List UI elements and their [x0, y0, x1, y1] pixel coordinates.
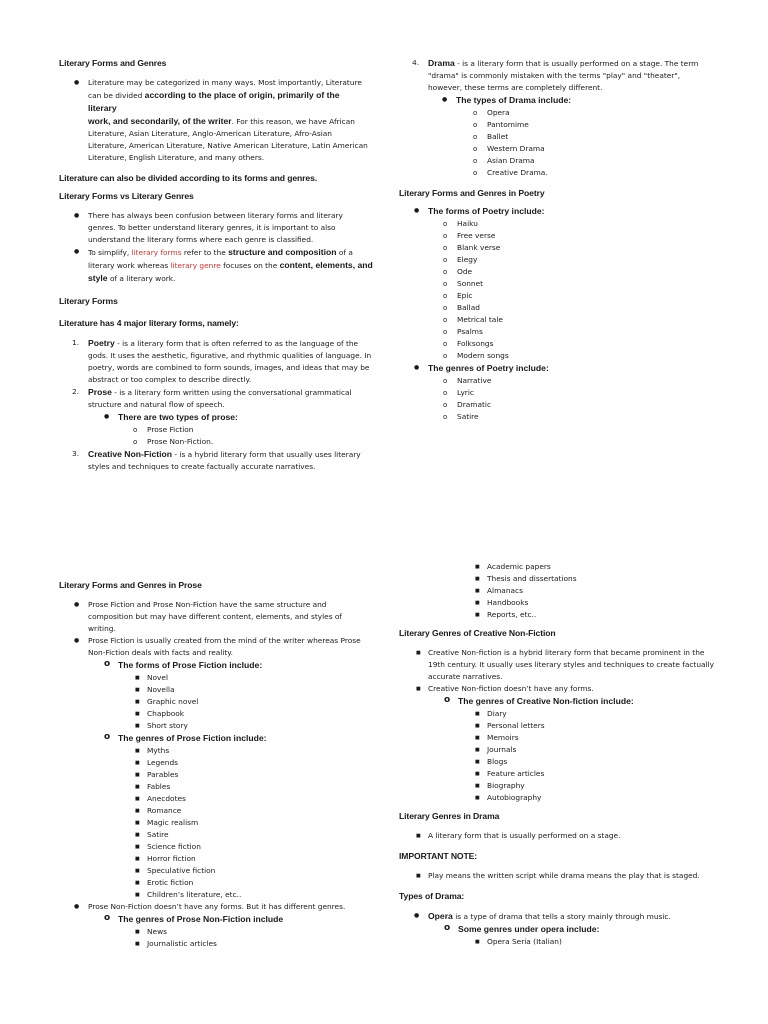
list-item — [135, 889, 379, 901]
left-bottom-column — [59, 579, 379, 950]
list-item — [475, 756, 719, 768]
paragraph: Literature, Asian Literature, Anglo-American Literature, Afro-Asian — [88, 129, 332, 138]
circle-bullet-icon: o — [443, 232, 448, 240]
square-bullet-icon: ■ — [475, 735, 480, 741]
section-title: Literary Forms — [59, 296, 118, 306]
list-item — [416, 830, 719, 842]
drama-types-list — [473, 107, 718, 179]
bullet-icon: ● — [74, 79, 80, 86]
circle-bullet-icon: o — [473, 169, 478, 177]
paragraph: writing. — [88, 624, 116, 633]
paragraph: Drama - is a literary form that is usually performed on a stage. The term — [428, 58, 699, 68]
circle-bullet-icon: o — [104, 732, 111, 742]
poetry-forms-list — [443, 218, 719, 362]
list-item-label: Erotic fiction — [147, 878, 194, 887]
list-item — [135, 769, 379, 781]
square-bullet-icon: ■ — [475, 711, 480, 717]
list-item-label: Short story — [147, 721, 188, 730]
list-item-label: Metrical tale — [457, 315, 503, 324]
list-item — [475, 609, 719, 621]
square-bullet-icon: ■ — [475, 600, 480, 606]
list-item — [475, 732, 719, 744]
list-item-label: Modern songs — [457, 351, 509, 360]
list-item — [74, 210, 368, 246]
list-item — [135, 841, 379, 853]
list-item-label: Asian Drama — [487, 156, 535, 165]
list-item — [443, 375, 719, 387]
list-item-label: Narrative — [457, 376, 492, 385]
list-item — [443, 290, 719, 302]
list-heading: The genres of Creative Non-fiction include: — [458, 696, 634, 706]
paragraph: Non-Fiction deals with facts and reality. — [88, 648, 233, 657]
circle-bullet-icon: o — [104, 913, 111, 923]
square-bullet-icon: ■ — [416, 686, 421, 692]
list-heading: The forms of Poetry include: — [428, 206, 545, 216]
list-item-label: Novel — [147, 673, 169, 682]
paragraph: can be divided according to the place of origin, primarily of the literary — [88, 90, 340, 113]
square-bullet-icon: ■ — [416, 650, 421, 656]
list-item: o Prose Non-Fiction. — [133, 437, 214, 446]
circle-bullet-icon: o — [443, 389, 448, 397]
prose-fiction-forms-list — [135, 672, 379, 732]
square-bullet-icon: ■ — [475, 771, 480, 777]
prose-nonfiction-genres-list — [135, 926, 379, 950]
list-item — [443, 399, 719, 411]
list-item-label: Academic papers — [487, 562, 551, 571]
bullet-icon: ● — [104, 413, 110, 420]
list-item — [443, 242, 719, 254]
list-item-label: Feature articles — [487, 769, 545, 778]
square-bullet-icon: ■ — [135, 760, 140, 766]
list-item — [444, 923, 719, 936]
list-item — [475, 573, 719, 585]
circle-bullet-icon: o — [443, 280, 448, 288]
square-bullet-icon: ■ — [135, 699, 140, 705]
list-item — [473, 143, 718, 155]
list-item-label: Journals — [487, 745, 517, 754]
bullet-icon: ● — [74, 637, 80, 644]
bullet-icon: ● — [74, 601, 80, 608]
section-title: Literary Genres of Creative Non-Fiction — [399, 628, 556, 638]
list-item-label: Children’s literature, etc.. — [147, 890, 242, 899]
list-item — [416, 683, 719, 695]
list-item-label: Epic — [457, 291, 473, 300]
circle-bullet-icon: o — [443, 292, 448, 300]
paragraph: To simplify, literary forms refer to the structure and composition of a — [88, 247, 353, 257]
right-bottom-column — [399, 561, 719, 948]
list-item-label: Biography — [487, 781, 525, 790]
paragraph: abstract or too complex to describe directly. — [88, 375, 252, 384]
list-item — [135, 877, 379, 889]
list-item-label: Psalms — [457, 327, 483, 336]
square-bullet-icon: ■ — [135, 820, 140, 826]
paragraph: gods. It uses the aesthetic, figurative, and rhythmic qualities of language. In — [88, 351, 372, 360]
paragraph: Play means the written script while drama means the play that is staged. — [428, 871, 700, 880]
list-item-label: Blogs — [487, 757, 508, 766]
list-item — [414, 910, 719, 923]
paragraph: Poetry - is a literary form that is often referred to as the language of the — [88, 338, 359, 348]
list-item-label: Legends — [147, 758, 178, 767]
list-item-label: Sonnet — [457, 279, 484, 288]
list-item-label: Handbooks — [487, 598, 529, 607]
list-item — [475, 936, 719, 948]
bullet-icon: ● — [74, 212, 80, 219]
list-item — [475, 597, 719, 609]
list-item — [443, 218, 719, 230]
paragraph: "drama" is commonly mistaken with the terms "play" and "theater", — [428, 71, 681, 80]
list-item-label: Fables — [147, 782, 171, 791]
list-item — [74, 635, 378, 659]
list-item-label: Myths — [147, 746, 170, 755]
list-item-label: Folksongs — [457, 339, 494, 348]
square-bullet-icon: ■ — [135, 929, 140, 935]
square-bullet-icon: ■ — [475, 723, 480, 729]
list-heading: The forms of Prose Fiction include: — [118, 660, 263, 670]
square-bullet-icon: ■ — [135, 892, 140, 898]
list-item — [443, 314, 719, 326]
right-top-column — [399, 57, 719, 423]
list-item-label: Creative Drama. — [487, 168, 548, 177]
list-item-label: Parables — [147, 770, 179, 779]
section-title: IMPORTANT NOTE: — [399, 851, 478, 861]
bullet-icon: ● — [414, 912, 420, 919]
square-bullet-icon: ■ — [416, 833, 421, 839]
circle-bullet-icon: o — [443, 256, 448, 264]
circle-bullet-icon: o — [473, 157, 478, 165]
circle-bullet-icon: o — [443, 401, 448, 409]
item-number: 1. — [72, 338, 80, 347]
list-item-label: Memoirs — [487, 733, 519, 742]
square-bullet-icon: ■ — [475, 759, 480, 765]
paragraph: Creative Non-fiction is a hybrid literary form that became prominent in the — [428, 648, 705, 657]
list-item — [475, 768, 719, 780]
list-item-label: Diary — [487, 709, 507, 718]
list-item — [104, 659, 379, 672]
left-top-column — [59, 57, 379, 473]
square-bullet-icon: ■ — [135, 880, 140, 886]
list-item — [135, 793, 379, 805]
section-subtitle: Literature can also be divided according to its forms and genres. — [59, 173, 318, 183]
paragraph: Literature, English Literature, and many others. — [88, 153, 265, 162]
circle-bullet-icon: o — [443, 413, 448, 421]
list-item-label: Graphic novel — [147, 697, 199, 706]
circle-bullet-icon: o — [443, 328, 448, 336]
square-bullet-icon: ■ — [135, 832, 140, 838]
section-subtitle: Literature has 4 major literary forms, namely: — [59, 318, 239, 328]
numbered-item — [412, 57, 718, 179]
list-item-label: Romance — [147, 806, 182, 815]
circle-bullet-icon: o — [443, 220, 448, 228]
list-item — [104, 913, 379, 926]
list-item — [135, 745, 379, 757]
list-heading: There are two types of prose: — [118, 412, 238, 422]
list-item — [443, 254, 719, 266]
circle-bullet-icon: o — [133, 426, 138, 434]
list-item — [473, 119, 718, 131]
circle-bullet-icon: o — [473, 121, 478, 129]
circle-bullet-icon: o — [473, 145, 478, 153]
list-item — [135, 817, 379, 829]
list-item-label: Elegy — [457, 255, 478, 264]
circle-bullet-icon: o — [473, 133, 478, 141]
list-item — [473, 155, 718, 167]
list-item-label: Dramatic — [457, 400, 492, 409]
square-bullet-icon: ■ — [135, 723, 140, 729]
square-bullet-icon: ■ — [135, 856, 140, 862]
list-item-label: Blank verse — [457, 243, 501, 252]
paragraph: understand the literary forms where each genre is classified. — [88, 235, 314, 244]
list-item — [135, 684, 379, 696]
list-item-label: Science fiction — [147, 842, 201, 851]
list-item — [442, 94, 718, 107]
list-item-label: Opera Seria (Italian) — [487, 937, 562, 946]
paragraph: Creative Non-Fiction - is a hybrid literary form that usually uses literary — [88, 449, 361, 459]
paragraph: There has always been confusion between literary forms and literary — [88, 211, 343, 220]
list-item — [475, 720, 719, 732]
list-item — [475, 585, 719, 597]
list-item — [104, 411, 378, 424]
paragraph: structure and natural flow of speech. — [88, 400, 225, 409]
item-number: 3. — [72, 449, 80, 458]
list-item — [135, 938, 379, 950]
bullet-icon: ● — [442, 96, 448, 103]
circle-bullet-icon: o — [443, 316, 448, 324]
list-item — [74, 77, 368, 164]
list-item — [473, 107, 718, 119]
list-item — [475, 708, 719, 720]
list-item-label: Pantomime — [487, 120, 529, 129]
list-item-label: Ballet — [487, 132, 509, 141]
list-item — [443, 302, 719, 314]
list-heading: The types of Drama include: — [456, 95, 572, 105]
list-item-label: Opera — [487, 108, 510, 117]
list-item-label: Magic realism — [147, 818, 199, 827]
paragraph: 19th century. It usually uses literary styles and techniques to create factually — [428, 660, 715, 669]
square-bullet-icon: ■ — [135, 711, 140, 717]
list-item — [135, 926, 379, 938]
square-bullet-icon: ■ — [135, 784, 140, 790]
circle-bullet-icon: o — [444, 923, 451, 933]
list-item — [414, 205, 719, 218]
square-bullet-icon: ■ — [475, 783, 480, 789]
paragraph: is a type of drama that tells a story mainly through music. — [452, 912, 671, 921]
square-bullet-icon: ■ — [475, 576, 480, 582]
list-item — [135, 696, 379, 708]
section-title: Literary Forms and Genres — [59, 58, 167, 68]
bullet-icon: ● — [414, 364, 420, 371]
list-item — [443, 387, 719, 399]
list-item-label: Personal letters — [487, 721, 545, 730]
paragraph: poetry, words are combined to form sounds, images, and ideas that may be — [88, 363, 370, 372]
circle-bullet-icon: o — [444, 695, 451, 705]
paragraph: A literary form that is usually performed on a stage. — [428, 831, 621, 840]
list-item-label: Anecdotes — [147, 794, 186, 803]
square-bullet-icon: ■ — [135, 796, 140, 802]
square-bullet-icon: ■ — [475, 564, 480, 570]
square-bullet-icon: ■ — [135, 941, 140, 947]
paragraph: however, these terms are completely different. — [428, 83, 603, 92]
list-item — [475, 780, 719, 792]
list-item-label: Novella — [147, 685, 175, 694]
paragraph: style of a literary work. — [88, 273, 176, 283]
list-item — [444, 695, 719, 708]
list-item — [135, 805, 379, 817]
list-item — [135, 720, 379, 732]
list-item — [414, 362, 719, 375]
square-bullet-icon: ■ — [135, 675, 140, 681]
list-item-label: Autobiography — [487, 793, 542, 802]
square-bullet-icon: ■ — [135, 748, 140, 754]
list-item — [475, 561, 719, 573]
square-bullet-icon: ■ — [475, 939, 480, 945]
poetry-genres-list — [443, 375, 719, 423]
list-item — [135, 757, 379, 769]
paragraph: Prose Fiction and Prose Non-Fiction have the same structure and — [88, 600, 327, 609]
square-bullet-icon: ■ — [475, 588, 480, 594]
list-item — [135, 829, 379, 841]
square-bullet-icon: ■ — [475, 795, 480, 801]
list-heading: The genres of Poetry include: — [428, 363, 549, 373]
prose-fiction-genres-list — [135, 745, 379, 901]
list-item — [74, 599, 368, 635]
paragraph: Prose - is a literary form written using the conversational grammatical — [88, 387, 352, 397]
square-bullet-icon: ■ — [475, 612, 480, 618]
list-item — [443, 278, 719, 290]
list-item-label: Satire — [457, 412, 479, 421]
list-item-label: Speculative fiction — [147, 866, 216, 875]
list-item-label: Free verse — [457, 231, 496, 240]
list-item — [135, 853, 379, 865]
list-item — [475, 792, 719, 804]
circle-bullet-icon: o — [443, 377, 448, 385]
section-title: Literary Genres in Drama — [399, 811, 500, 821]
list-item-label: Journalistic articles — [147, 939, 217, 948]
bullet-icon: ● — [74, 248, 80, 255]
list-item — [416, 647, 718, 683]
square-bullet-icon: ■ — [135, 687, 140, 693]
section-title: Literary Forms and Genres in Poetry — [399, 188, 545, 198]
list-item — [104, 732, 379, 745]
paragraph: work, and secondarily, of the writer. For this reason, we have African — [88, 116, 355, 126]
opera-genres-list — [475, 936, 719, 948]
list-item — [135, 672, 379, 684]
list-item-label: Ode — [457, 267, 473, 276]
list-item — [443, 350, 719, 362]
paragraph: accurate narratives. — [428, 672, 503, 681]
list-item — [135, 708, 379, 720]
bullet-icon: ● — [414, 207, 420, 214]
paragraph: Prose Non-Fiction doesn’t have any forms. But it has different genres. — [88, 902, 346, 911]
paragraph: Literature, American Literature, Native American Literature, Latin American — [88, 141, 368, 150]
square-bullet-icon: ■ — [475, 747, 480, 753]
paragraph: genres. To better understand literary genres, it is important to also — [88, 223, 336, 232]
paragraph: Creative Non-fiction doesn’t have any forms. — [428, 684, 594, 693]
continued-genres-list — [475, 561, 719, 621]
section-title: Literary Forms and Genres in Prose — [59, 580, 202, 590]
numbered-item — [72, 448, 378, 473]
list-item — [473, 131, 718, 143]
list-item — [443, 326, 719, 338]
term: Opera — [428, 911, 453, 921]
list-item-label: Thesis and dissertations — [487, 574, 577, 583]
list-item — [443, 411, 719, 423]
list-item — [135, 865, 379, 877]
list-item-label: Lyric — [457, 388, 474, 397]
circle-bullet-icon: o — [473, 109, 478, 117]
list-item — [74, 246, 378, 285]
list-heading: The genres of Prose Non-Fiction include — [118, 914, 284, 924]
list-item-label: Reports, etc.. — [487, 610, 537, 619]
list-item — [475, 744, 719, 756]
square-bullet-icon: ■ — [135, 772, 140, 778]
list-item-label: Horror fiction — [147, 854, 196, 863]
numbered-item — [72, 337, 378, 386]
numbered-item — [72, 386, 378, 448]
square-bullet-icon: ■ — [135, 808, 140, 814]
paragraph: styles and techniques to create factually accurate narratives. — [88, 462, 316, 471]
list-item — [473, 167, 718, 179]
list-heading: The genres of Prose Fiction include: — [118, 733, 267, 743]
circle-bullet-icon: o — [443, 340, 448, 348]
list-item-label: Western Drama — [487, 144, 545, 153]
cnf-genres-list — [475, 708, 719, 804]
list-item — [74, 901, 378, 913]
list-item — [443, 338, 719, 350]
list-item — [443, 266, 719, 278]
square-bullet-icon: ■ — [135, 868, 140, 874]
paragraph: Prose Fiction is usually created from the mind of the writer whereas Prose — [88, 636, 361, 645]
circle-bullet-icon: o — [104, 659, 111, 669]
circle-bullet-icon: o — [443, 244, 448, 252]
bullet-icon: ● — [74, 903, 80, 910]
item-number: 2. — [72, 387, 80, 396]
circle-bullet-icon: o — [443, 268, 448, 276]
list-item-label: Almanacs — [487, 586, 523, 595]
list-item-label: Ballad — [457, 303, 480, 312]
list-item — [416, 870, 719, 882]
list-item-label: Haiku — [457, 219, 478, 228]
paragraph: literary work whereas literary genre focuses on the content, elements, and — [88, 260, 373, 270]
circle-bullet-icon: o — [133, 438, 138, 446]
list-item — [135, 781, 379, 793]
section-title: Types of Drama: — [399, 891, 465, 901]
paragraph: Literature may be categorized in many ways. Most importantly, Literature — [88, 78, 362, 87]
list-item-label: Chapbook — [147, 709, 185, 718]
list-item-label: Satire — [147, 830, 169, 839]
paragraph: composition but may have different content, elements, and styles of — [88, 612, 343, 621]
list-item — [443, 230, 719, 242]
list-item-label: News — [147, 927, 167, 936]
circle-bullet-icon: o — [443, 352, 448, 360]
section-title: Literary Forms vs Literary Genres — [59, 191, 194, 201]
list-item: o Prose Fiction — [133, 425, 194, 434]
square-bullet-icon: ■ — [135, 844, 140, 850]
circle-bullet-icon: o — [443, 304, 448, 312]
list-heading: Some genres under opera include: — [458, 924, 600, 934]
item-number: 4. — [412, 58, 420, 67]
square-bullet-icon: ■ — [416, 873, 421, 879]
